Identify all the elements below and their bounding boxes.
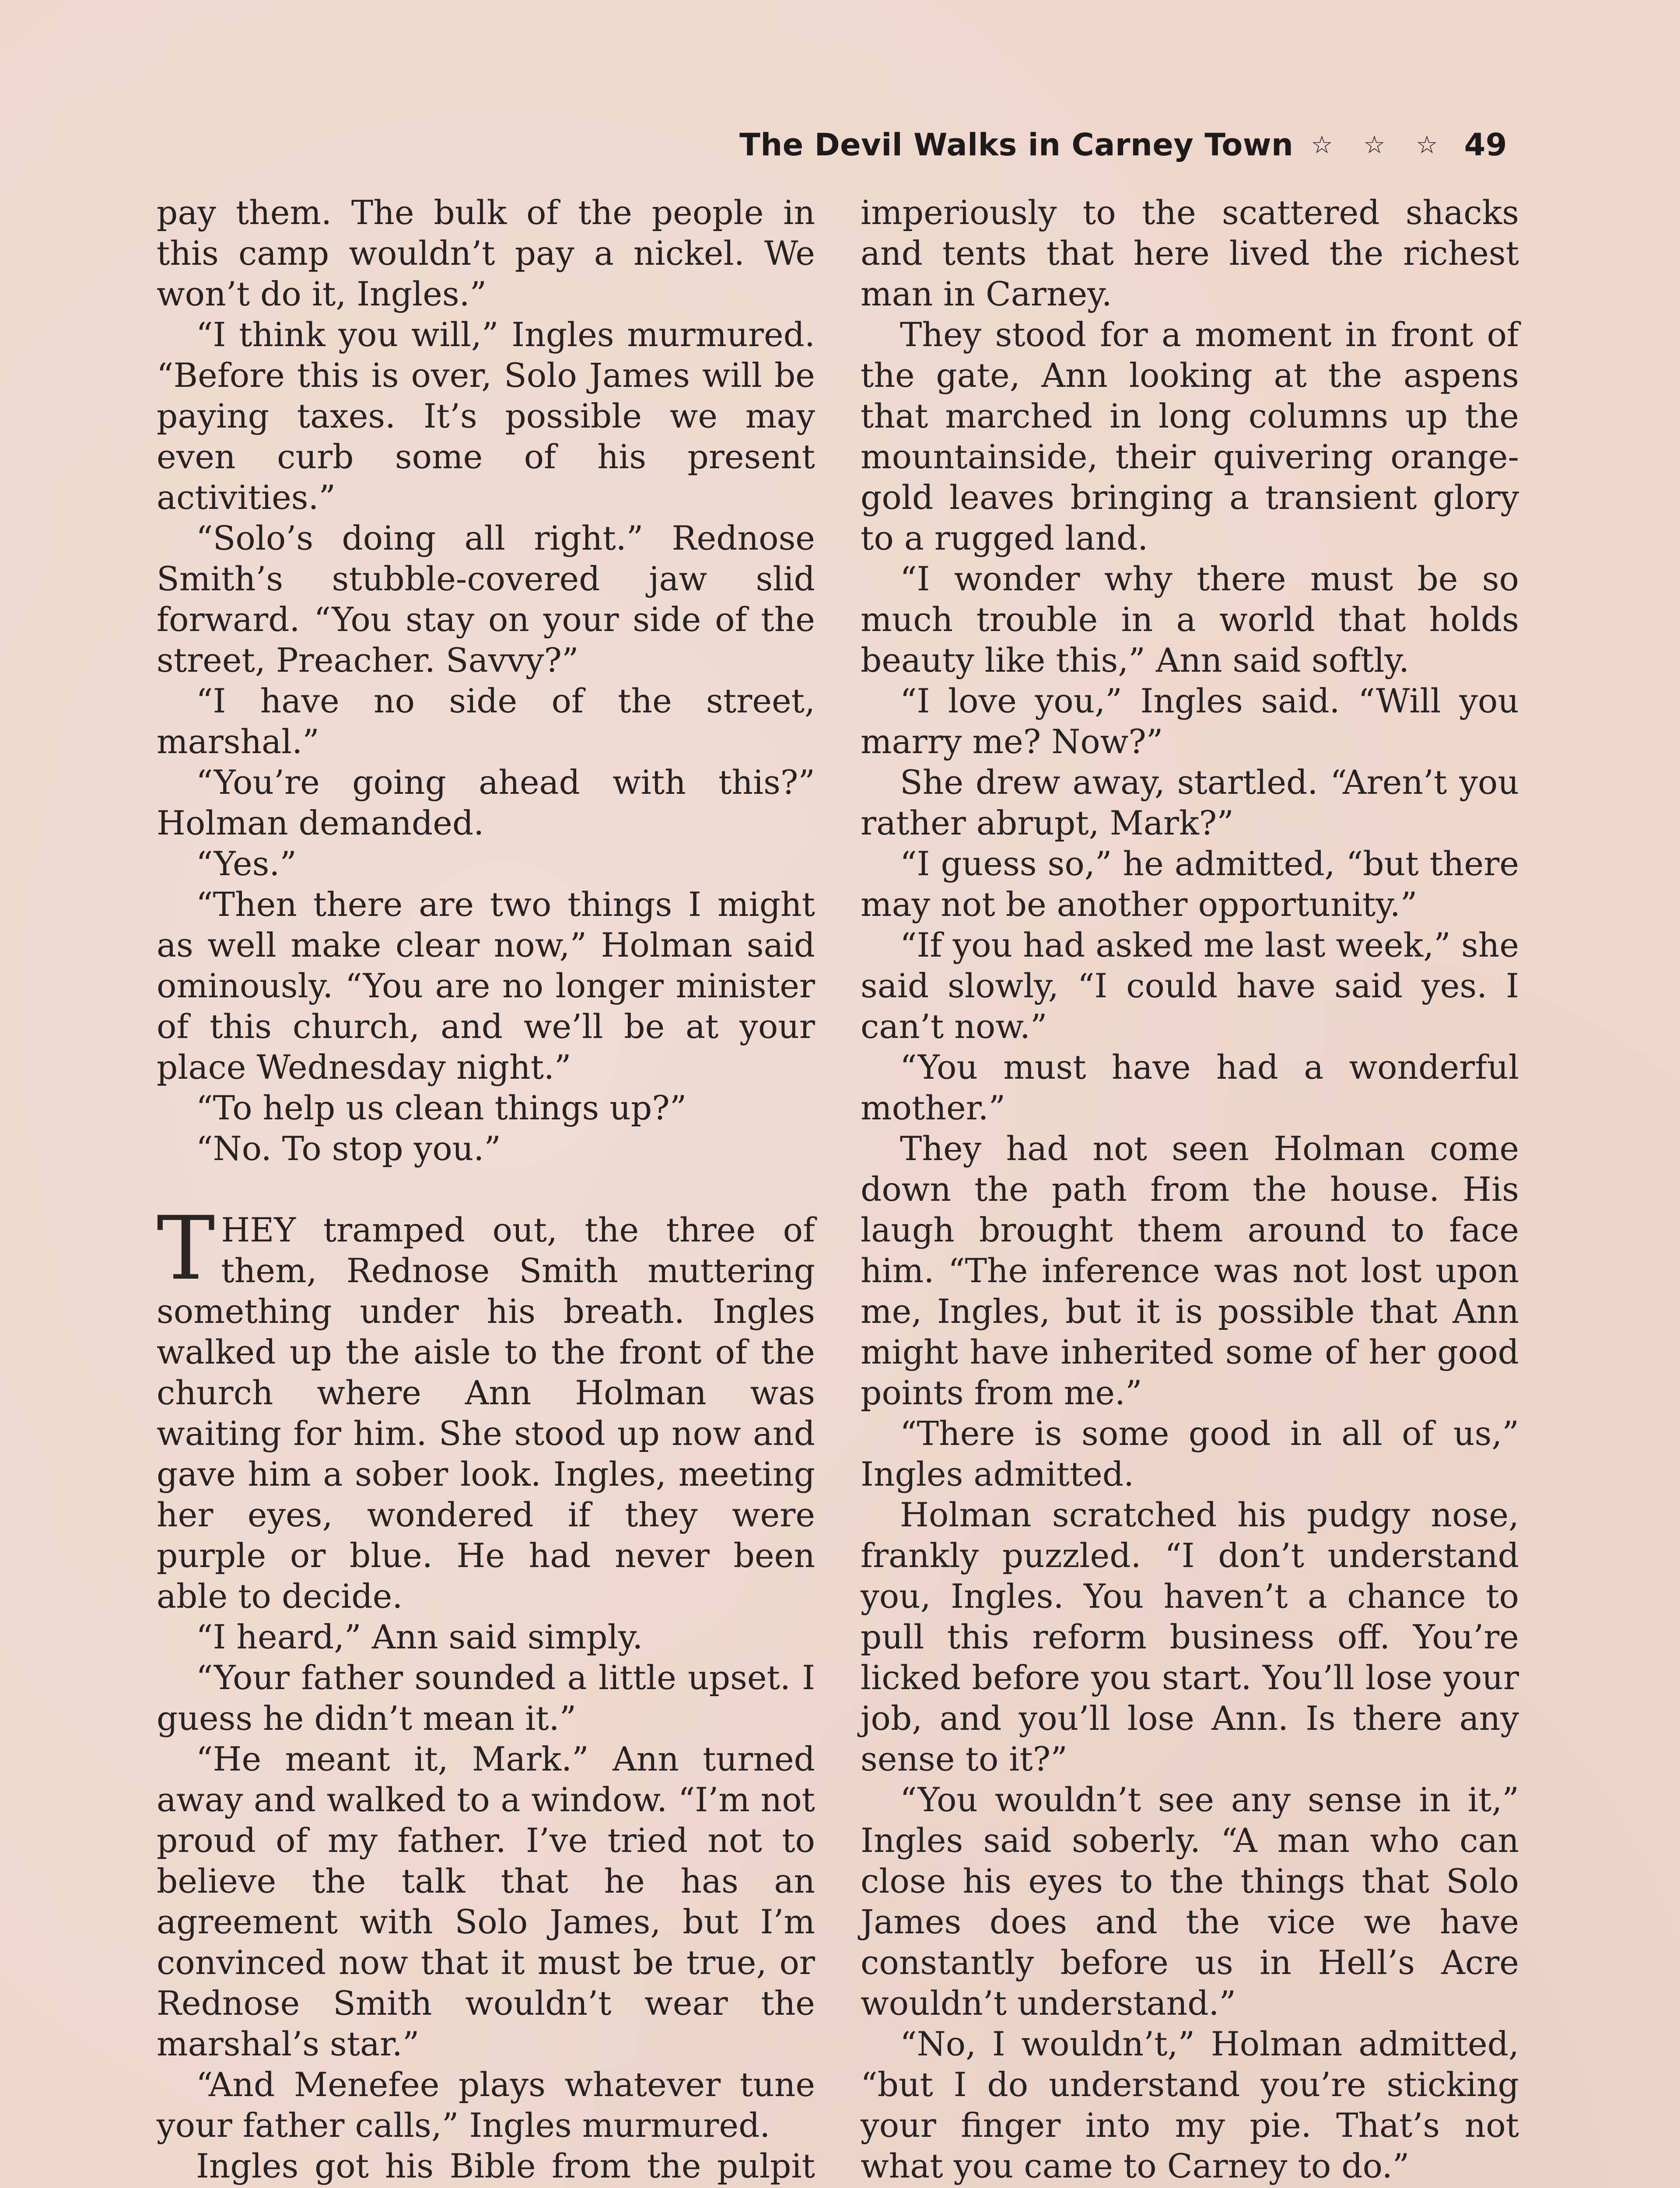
- paragraph: “You’re going ahead with this?” Holman demanded.: [157, 763, 815, 842]
- paragraph: “Yes.”: [196, 845, 297, 883]
- paragraph: “If you had asked me last week,” she said slowly, “I could have said yes. I can’t now.”: [861, 926, 1519, 1046]
- paragraph: “I love you,” Ingles said. “Will you marry me? Now?”: [861, 682, 1519, 761]
- paragraph: “I guess so,” he admitted, “but there may not be another opportunity.”: [861, 845, 1519, 924]
- page-number: 49: [1464, 127, 1507, 163]
- paragraph: pay them. The bulk of the people in this camp wouldn’t pay a nickel. We won’t do it, Ingles.”: [157, 193, 815, 313]
- paragraph: imperiously to the scattered shacks and tents that here lived the richest man in Carney.: [861, 193, 1519, 313]
- paragraph: They had not seen Holman come down the path from the house. His laugh brought them around to face him. “The inference was not lost upon me, Ingles, but it is possible that Ann might have inherited some of her good points from me.”: [861, 1129, 1519, 1412]
- paragraph: Holman scratched his pudgy nose, frankly puzzled. “I don’t understand you, Ingles. You haven’t a chance to pull this reform business off. You’re licked before you start. You’ll lose your job, and you’ll lose Ann. Is there any sense to it?”: [861, 1496, 1519, 1778]
- paragraph: They stood for a moment in front of the gate, Ann looking at the aspens that marched in long columns up the mountainside, their quivering orange-gold leaves bringing a transient glory to a rugged land.: [861, 316, 1519, 558]
- left-column: [157, 193, 815, 2188]
- paragraph: “Then there are two things I might as well make clear now,” Holman said ominously. “You are no longer minister of this church, and we’ll be at your place Wednesday night.”: [157, 885, 815, 1087]
- paragraph: “I heard,” Ann said simply.: [196, 1618, 643, 1656]
- running-header: [739, 127, 1507, 163]
- story-title: The Devil Walks in Carney Town: [739, 127, 1294, 163]
- section-opening-text: HEY tramped out, the three of them, Rednose Smith muttering something under his breath. Ingles walked up the aisle to the front of the church where Ann Holman was waiting for him. She stood up now and gave him a sober look. Ingles, meeting her eyes, wondered if they were purple or blue. He had never been able to decide.: [157, 1211, 815, 1616]
- section-opening-paragraph: [157, 1198, 815, 1617]
- paragraph: “I wonder why there must be so much trouble in a world that holds beauty like this,” Ann said softly.: [861, 560, 1519, 680]
- paragraph: “No, I wouldn’t,” Holman admitted, “but I do understand you’re sticking your finger into my pie. That’s not what you came to Carney to do.”: [861, 2025, 1519, 2185]
- paragraph: “To help us clean things up?”: [196, 1089, 687, 1127]
- paragraph: “You must have had a wonderful mother.”: [861, 1048, 1519, 1127]
- paragraph: “Solo’s doing all right.” Rednose Smith’s stubble-covered jaw slid forward. “You stay on your side of the street, Preacher. Savvy?”: [157, 519, 815, 680]
- paragraph: “There is some good in all of us,” Ingles admitted.: [861, 1414, 1519, 1494]
- paragraph: “You wouldn’t see any sense in it,” Ingles said soberly. “A man who can close his eyes to the things that Solo James does and the vice we have constantly before us in Hell’s Acre wouldn’t understand.”: [861, 1781, 1519, 2023]
- right-column: [861, 193, 1519, 2188]
- paragraph: She drew away, startled. “Aren’t you rather abrupt, Mark?”: [861, 763, 1519, 842]
- paragraph: “And Menefee plays whatever tune your father calls,” Ingles murmured.: [157, 2065, 815, 2145]
- paragraph: Ingles got his Bible from the pulpit: [196, 2147, 815, 2185]
- drop-cap: T: [157, 1198, 215, 1300]
- stars-ornament: ☆ ☆ ☆: [1311, 130, 1449, 159]
- paragraph: “I think you will,” Ingles murmured. “Before this is over, Solo James will be paying taxes. It’s possible we may even curb some of his present activities.”: [157, 316, 815, 517]
- paragraph: “Your father sounded a little upset. I guess he didn’t mean it.”: [157, 1659, 815, 1738]
- paragraph: “No. To stop you.”: [196, 1129, 501, 1168]
- paragraph: “I have no side of the street, marshal.”: [157, 682, 815, 761]
- paragraph: “He meant it, Mark.” Ann turned away and walked to a window. “I’m not proud of my father. I’ve tried not to believe the talk that he has an agreement with Solo James, but I’m convinced now that it must be true, or Rednose Smith wouldn’t wear the marshal’s star.”: [157, 1740, 815, 2063]
